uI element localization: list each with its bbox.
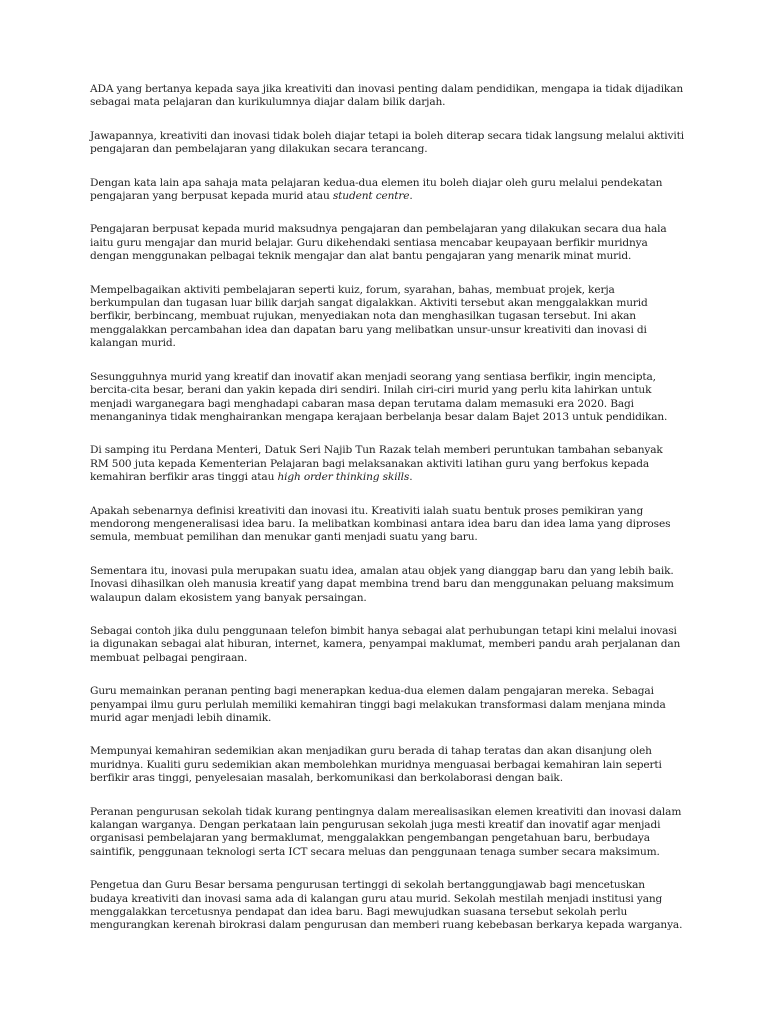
italic-term: high order thinking skills [277,471,410,484]
paragraph-text: Di samping itu Perdana Menteri, Datuk Seri Najib Tun Razak telah memberi peruntukan tambahan sebanyak RM 500 juta kepada Kementerian Pelajaran bagi melaksanakan aktiviti latihan guru yang berfokus kepada kemahiran berfikir aras tinggi atau [90,444,663,484]
paragraph-14 [90,879,684,933]
paragraph-text: Mempelbagaikan aktiviti pembelajaran seperti kuiz, forum, syarahan, bahas, membuat projek, kerja berkumpulan dan tugasan luar bilik darjah sangat digalakkan. Aktiviti tersebut akan menggalakkan murid berfikir, berbincang, membuat rujukan, menyediakan nota dan menghasilkan tugasan tersebut. Ini akan menggalakkan percambahan idea dan dapatan baru yang melibatkan unsur-unsur kreativiti dan inovasi di kalangan murid. [90,283,648,350]
paragraph-text: Pengetua dan Guru Besar bersama pengurusan tertinggi di sekolah bertanggungjawab bagi mencetuskan budaya kreativiti dan inovasi sama ada di kalangan guru atau murid. Sekolah mestilah menjadi institusi yang menggalakkan tercetusnya pendapat dan idea baru. Bagi mewujudkan suasana tersebut sekolah perlu mengurangkan kerenah birokrasi dalam pengurusan dan memberi ruang kebebasan berkarya kepada warganya. [90,879,683,932]
paragraph-text: Dengan kata lain apa sahaja mata pelajaran kedua-dua elemen itu boleh diajar oleh guru melalui pendekatan pengajaran yang berpusat kepada murid atau [90,176,663,203]
italic-term: student centre [332,190,410,203]
paragraph-text: Peranan pengurusan sekolah tidak kurang pentingnya dalam merealisasikan elemen kreativiti dan inovasi dalam kalangan warganya. Dengan perkataan lain pengurusan sekolah juga mesti kreatif dan inovatif agar menjadi organisasi pembelajaran yang bermaklumat, menggalakkan pengembangan pengetahuan baru, berbudaya saintifik, penggunaan teknologi serta ICT secara meluas dan penggunaan tenaga sumber secara maksimum. [90,805,682,858]
paragraph-text: Apakah sebenarnya definisi kreativiti dan inovasi itu. Kreativiti ialah suatu bentuk proses pemikiran yang mendorong mengeneralisasi idea baru. Ia melibatkan kombinasi antara idea baru dan idea lama yang diproses semula, membuat pemilihan dan menukar ganti menjadi suatu yang baru. [90,504,671,544]
paragraph-text: Sebagai contoh jika dulu penggunaan telefon bimbit hanya sebagai alat perhubungan tetapi kini melalui inovasi ia digunakan sebagai alat hiburan, internet, kamera, penyampai maklumat, memberi pandu arah perjalanan dan membuat pelbagai pengiraan. [90,624,681,664]
paragraph-text: Jawapannya, kreativiti dan inovasi tidak boleh diajar tetapi ia boleh diterap secara tidak langsung melalui aktiviti pengajaran dan pembelajaran yang dilakukan secara terancang. [90,129,684,156]
paragraph-text: Mempunyai kemahiran sedemikian akan menjadikan guru berada di tahap teratas dan akan disanjung oleh muridnya. Kualiti guru sedemikian akan membolehkan muridnya menguasai berbagai kemahiran lain seperti berfikir aras tinggi, penyelesaian masalah, berkomunikasi dan berkolaborasi dengan baik. [90,745,662,785]
paragraph-1 [90,83,684,110]
paragraph-10 [90,625,684,665]
paragraph-13 [90,806,684,860]
paragraph-12 [90,745,684,785]
paragraph-text: Pengajaran berpusat kepada murid maksudnya pengajaran dan pembelajaran yang dilakukan secara dua hala iaitu guru mengajar dan murid belajar. Guru dikehendaki sentiasa mencabar keupayaan berfikir muridnya dengan menggunakan pelbagai teknik mengajar dan alat bantu pengajaran yang menarik minat murid. [90,223,667,263]
paragraph-text-end: . [409,471,413,484]
paragraph-9 [90,565,684,605]
paragraph-text: Sementara itu, inovasi pula merupakan suatu idea, amalan atau objek yang dianggap baru dan yang lebih baik. Inovasi dihasilkan oleh manusia kreatif yang dapat membina trend baru dan menggunakan peluang maksimum walaupun dalam ekosistem yang banyak persaingan. [90,564,674,604]
paragraph-2 [90,130,684,157]
paragraph-text: ADA yang bertanya kepada saya jika kreativiti dan inovasi penting dalam pendidikan, mengapa ia tidak dijadikan sebagai mata pelajaran dan kurikulumnya diajar dalam bilik darjah. [90,83,684,109]
paragraph-7 [90,444,684,484]
paragraph-11 [90,685,684,725]
paragraph-text: Guru memainkan peranan penting bagi menerapkan kedua-dua elemen dalam pengajaran mereka. Sebagai penyampai ilmu guru perlulah memiliki kemahiran tinggi bagi melakukan transformasi dalam menjana minda murid agar menjadi lebih dinamik. [90,685,666,724]
paragraph-3 [90,177,684,204]
paragraph-6 [90,371,684,425]
paragraph-8 [90,505,684,545]
paragraph-text: Sesungguhnya murid yang kreatif dan inovatif akan menjadi seorang yang sentiasa berfikir, ingin mencipta, bercita-cita besar, berani dan yakin kepada diri sendiri. Inilah ciri-ciri murid yang perlu kita lahirkan untuk menjadi warganegara bagi menghadapi cabaran masa depan terutama dalam memasuki era 2020. Bagi menanganinya tidak menghairankan mengapa kerajaan berbelanja besar dalam Bajet 2013 untuk pendidikan. [90,370,668,423]
paragraph-5 [90,284,684,351]
paragraph-text-end: . [409,190,413,203]
article-body [90,83,684,953]
paragraph-4 [90,223,684,263]
